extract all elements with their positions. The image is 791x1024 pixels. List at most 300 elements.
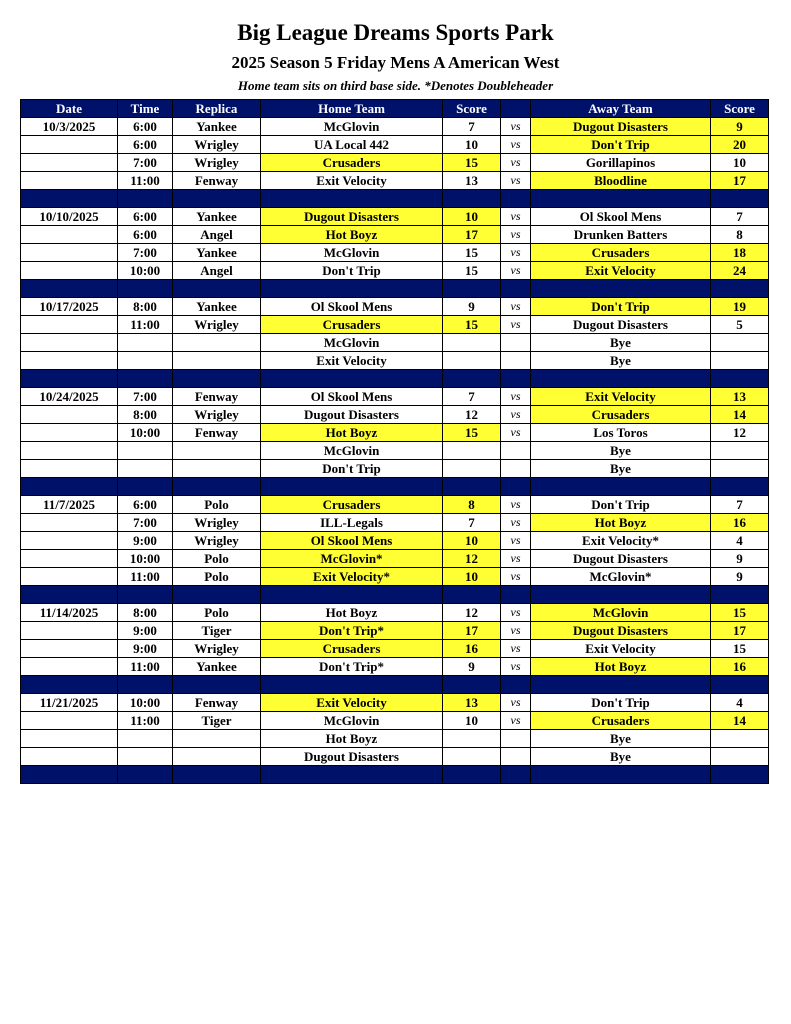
week-date: 10/24/2025 — [21, 388, 118, 406]
vs-label: vs — [501, 388, 531, 406]
game-time: 6:00 — [118, 118, 173, 136]
separator-cell — [261, 586, 443, 604]
home-score: 15 — [443, 316, 501, 334]
separator-cell — [501, 586, 531, 604]
col-header-time: Time — [118, 100, 173, 118]
separator-cell — [21, 190, 118, 208]
home-team: Hot Boyz — [261, 424, 443, 442]
table-row — [21, 424, 769, 442]
game-time: 6:00 — [118, 226, 173, 244]
vs-label — [501, 352, 531, 370]
table-row — [21, 154, 769, 172]
away-team: Gorillapinos — [531, 154, 711, 172]
game-field: Yankee — [173, 118, 261, 136]
week-date: 10/3/2025 — [21, 118, 118, 136]
separator-cell — [261, 478, 443, 496]
away-score: 17 — [711, 622, 769, 640]
separator-cell — [173, 478, 261, 496]
away-score: 24 — [711, 262, 769, 280]
separator-cell — [443, 478, 501, 496]
date-cell-empty — [21, 154, 118, 172]
home-score: 17 — [443, 622, 501, 640]
date-cell-empty — [21, 658, 118, 676]
game-time: 9:00 — [118, 640, 173, 658]
away-score: 7 — [711, 496, 769, 514]
away-team: Bye — [531, 352, 711, 370]
home-score: 12 — [443, 406, 501, 424]
separator-cell — [261, 766, 443, 784]
home-score — [443, 352, 501, 370]
away-team: Don't Trip — [531, 136, 711, 154]
home-team: McGlovin — [261, 442, 443, 460]
date-cell-empty — [21, 226, 118, 244]
vs-label: vs — [501, 226, 531, 244]
game-field: Yankee — [173, 208, 261, 226]
vs-label — [501, 334, 531, 352]
vs-label: vs — [501, 208, 531, 226]
separator-cell — [21, 370, 118, 388]
game-field — [173, 730, 261, 748]
separator-cell — [118, 478, 173, 496]
table-row — [21, 208, 769, 226]
week-date: 10/17/2025 — [21, 298, 118, 316]
separator-cell — [21, 676, 118, 694]
game-time — [118, 334, 173, 352]
away-team: McGlovin* — [531, 568, 711, 586]
table-row — [21, 334, 769, 352]
away-score: 4 — [711, 532, 769, 550]
vs-label: vs — [501, 424, 531, 442]
schedule-body — [21, 118, 769, 784]
vs-label: vs — [501, 550, 531, 568]
away-score: 14 — [711, 712, 769, 730]
separator-cell — [531, 370, 711, 388]
away-score: 12 — [711, 424, 769, 442]
game-field: Polo — [173, 496, 261, 514]
separator-cell — [173, 766, 261, 784]
separator-cell — [711, 370, 769, 388]
separator-cell — [261, 676, 443, 694]
away-score: 16 — [711, 514, 769, 532]
vs-label: vs — [501, 136, 531, 154]
schedule-table — [20, 99, 769, 784]
separator-cell — [21, 478, 118, 496]
table-row — [21, 352, 769, 370]
date-cell-empty — [21, 748, 118, 766]
col-header-home-score: Score — [443, 100, 501, 118]
home-team: McGlovin — [261, 712, 443, 730]
away-team: Hot Boyz — [531, 658, 711, 676]
home-team: McGlovin — [261, 118, 443, 136]
game-time: 11:00 — [118, 172, 173, 190]
vs-label: vs — [501, 532, 531, 550]
game-time: 9:00 — [118, 622, 173, 640]
date-cell-empty — [21, 532, 118, 550]
vs-label: vs — [501, 172, 531, 190]
game-field: Yankee — [173, 298, 261, 316]
separator-cell — [711, 478, 769, 496]
vs-label — [501, 460, 531, 478]
away-score: 4 — [711, 694, 769, 712]
vs-label: vs — [501, 154, 531, 172]
game-time — [118, 730, 173, 748]
week-separator — [21, 478, 769, 496]
away-score: 5 — [711, 316, 769, 334]
week-separator — [21, 370, 769, 388]
table-row — [21, 496, 769, 514]
date-cell-empty — [21, 730, 118, 748]
game-time: 11:00 — [118, 316, 173, 334]
page-title: Big League Dreams Sports Park — [237, 20, 554, 45]
col-header-away-score: Score — [711, 100, 769, 118]
home-score: 9 — [443, 658, 501, 676]
week-separator — [21, 190, 769, 208]
home-score: 7 — [443, 514, 501, 532]
table-row — [21, 568, 769, 586]
week-date: 11/14/2025 — [21, 604, 118, 622]
separator-cell — [531, 478, 711, 496]
separator-cell — [531, 766, 711, 784]
separator-cell — [261, 370, 443, 388]
separator-cell — [501, 370, 531, 388]
game-field — [173, 460, 261, 478]
game-time: 10:00 — [118, 550, 173, 568]
separator-cell — [118, 190, 173, 208]
vs-label: vs — [501, 514, 531, 532]
separator-cell — [711, 766, 769, 784]
week-date: 10/10/2025 — [21, 208, 118, 226]
home-score: 17 — [443, 226, 501, 244]
vs-label: vs — [501, 244, 531, 262]
away-team: Exit Velocity — [531, 262, 711, 280]
game-time: 7:00 — [118, 244, 173, 262]
vs-label — [501, 442, 531, 460]
away-score: 10 — [711, 154, 769, 172]
game-field: Angel — [173, 226, 261, 244]
home-score: 10 — [443, 568, 501, 586]
home-team: Dugout Disasters — [261, 406, 443, 424]
home-team: Crusaders — [261, 316, 443, 334]
game-field: Fenway — [173, 172, 261, 190]
separator-cell — [531, 280, 711, 298]
home-score: 8 — [443, 496, 501, 514]
home-score: 15 — [443, 262, 501, 280]
vs-label: vs — [501, 298, 531, 316]
game-time: 8:00 — [118, 406, 173, 424]
game-time: 8:00 — [118, 298, 173, 316]
home-team: Don't Trip* — [261, 658, 443, 676]
date-cell-empty — [21, 316, 118, 334]
date-cell-empty — [21, 514, 118, 532]
col-header-date: Date — [21, 100, 118, 118]
separator-cell — [21, 586, 118, 604]
home-team: Ol Skool Mens — [261, 532, 443, 550]
col-header-away-team: Away Team — [531, 100, 711, 118]
home-score: 9 — [443, 298, 501, 316]
table-row — [21, 604, 769, 622]
separator-cell — [118, 370, 173, 388]
home-team: ILL-Legals — [261, 514, 443, 532]
away-team: Dugout Disasters — [531, 118, 711, 136]
home-score — [443, 442, 501, 460]
game-time: 10:00 — [118, 694, 173, 712]
away-team: McGlovin — [531, 604, 711, 622]
home-team: McGlovin — [261, 244, 443, 262]
away-score: 18 — [711, 244, 769, 262]
vs-label: vs — [501, 658, 531, 676]
separator-cell — [443, 676, 501, 694]
game-time: 8:00 — [118, 604, 173, 622]
table-row — [21, 712, 769, 730]
vs-label: vs — [501, 496, 531, 514]
separator-cell — [531, 676, 711, 694]
home-score: 15 — [443, 424, 501, 442]
vs-label: vs — [501, 622, 531, 640]
home-score: 10 — [443, 136, 501, 154]
away-team: Don't Trip — [531, 496, 711, 514]
table-row — [21, 226, 769, 244]
game-field — [173, 334, 261, 352]
separator-cell — [118, 676, 173, 694]
game-time — [118, 460, 173, 478]
table-row — [21, 388, 769, 406]
game-time: 11:00 — [118, 712, 173, 730]
date-cell-empty — [21, 244, 118, 262]
date-cell-empty — [21, 640, 118, 658]
away-score — [711, 748, 769, 766]
table-header-row — [21, 100, 769, 118]
separator-cell — [711, 190, 769, 208]
away-score — [711, 730, 769, 748]
away-score — [711, 460, 769, 478]
home-team: McGlovin* — [261, 550, 443, 568]
home-team: Crusaders — [261, 640, 443, 658]
week-separator — [21, 280, 769, 298]
game-field: Wrigley — [173, 406, 261, 424]
away-team: Crusaders — [531, 406, 711, 424]
home-team: Exit Velocity — [261, 172, 443, 190]
home-score: 10 — [443, 532, 501, 550]
game-time: 11:00 — [118, 658, 173, 676]
vs-label: vs — [501, 406, 531, 424]
away-score: 16 — [711, 658, 769, 676]
date-cell-empty — [21, 352, 118, 370]
game-field: Fenway — [173, 424, 261, 442]
game-time: 10:00 — [118, 424, 173, 442]
separator-cell — [118, 766, 173, 784]
away-team: Don't Trip — [531, 298, 711, 316]
table-row — [21, 118, 769, 136]
date-cell-empty — [21, 136, 118, 154]
game-time: 6:00 — [118, 208, 173, 226]
away-team: Bye — [531, 442, 711, 460]
away-score: 19 — [711, 298, 769, 316]
home-score: 15 — [443, 244, 501, 262]
away-score: 9 — [711, 568, 769, 586]
separator-cell — [443, 280, 501, 298]
date-cell-empty — [21, 460, 118, 478]
table-row — [21, 532, 769, 550]
away-team: Bye — [531, 748, 711, 766]
table-row — [21, 640, 769, 658]
separator-cell — [261, 190, 443, 208]
home-team: Crusaders — [261, 154, 443, 172]
away-score: 14 — [711, 406, 769, 424]
date-cell-empty — [21, 568, 118, 586]
away-score: 9 — [711, 550, 769, 568]
game-field: Angel — [173, 262, 261, 280]
table-row — [21, 658, 769, 676]
game-field: Tiger — [173, 622, 261, 640]
separator-cell — [21, 280, 118, 298]
separator-cell — [711, 676, 769, 694]
separator-cell — [501, 280, 531, 298]
away-score: 15 — [711, 604, 769, 622]
away-score: 17 — [711, 172, 769, 190]
home-team: Exit Velocity — [261, 352, 443, 370]
date-cell-empty — [21, 262, 118, 280]
vs-label: vs — [501, 316, 531, 334]
away-score: 20 — [711, 136, 769, 154]
game-field: Wrigley — [173, 532, 261, 550]
date-cell-empty — [21, 406, 118, 424]
separator-cell — [711, 280, 769, 298]
away-team: Los Toros — [531, 424, 711, 442]
away-team: Dugout Disasters — [531, 550, 711, 568]
vs-label: vs — [501, 604, 531, 622]
home-team: Don't Trip — [261, 262, 443, 280]
table-row — [21, 550, 769, 568]
separator-cell — [118, 586, 173, 604]
home-team: UA Local 442 — [261, 136, 443, 154]
week-date: 11/21/2025 — [21, 694, 118, 712]
page-subtitle: 2025 Season 5 Friday Mens A American West — [231, 53, 560, 72]
away-score: 7 — [711, 208, 769, 226]
game-field: Wrigley — [173, 640, 261, 658]
date-cell-empty — [21, 172, 118, 190]
game-field: Yankee — [173, 658, 261, 676]
home-team: Exit Velocity* — [261, 568, 443, 586]
separator-cell — [711, 586, 769, 604]
week-separator — [21, 676, 769, 694]
game-time: 6:00 — [118, 496, 173, 514]
game-field: Yankee — [173, 244, 261, 262]
home-score — [443, 748, 501, 766]
home-team: Don't Trip* — [261, 622, 443, 640]
separator-cell — [173, 190, 261, 208]
game-time: 6:00 — [118, 136, 173, 154]
away-team: Crusaders — [531, 244, 711, 262]
home-score — [443, 730, 501, 748]
separator-cell — [173, 676, 261, 694]
table-row — [21, 514, 769, 532]
table-row — [21, 622, 769, 640]
table-row — [21, 460, 769, 478]
home-team: Exit Velocity — [261, 694, 443, 712]
home-team: McGlovin — [261, 334, 443, 352]
away-team: Dugout Disasters — [531, 622, 711, 640]
vs-label — [501, 748, 531, 766]
game-field: Wrigley — [173, 154, 261, 172]
home-score: 13 — [443, 694, 501, 712]
away-team: Drunken Batters — [531, 226, 711, 244]
game-field: Fenway — [173, 694, 261, 712]
vs-label: vs — [501, 694, 531, 712]
game-field: Wrigley — [173, 514, 261, 532]
week-date: 11/7/2025 — [21, 496, 118, 514]
table-row — [21, 442, 769, 460]
game-field — [173, 442, 261, 460]
game-field: Polo — [173, 550, 261, 568]
home-score: 10 — [443, 208, 501, 226]
game-time: 7:00 — [118, 154, 173, 172]
separator-cell — [531, 190, 711, 208]
home-score: 12 — [443, 604, 501, 622]
away-score: 8 — [711, 226, 769, 244]
vs-label: vs — [501, 262, 531, 280]
game-field — [173, 352, 261, 370]
away-score: 9 — [711, 118, 769, 136]
week-separator — [21, 586, 769, 604]
date-cell-empty — [21, 622, 118, 640]
game-time: 11:00 — [118, 568, 173, 586]
separator-cell — [443, 766, 501, 784]
game-time: 7:00 — [118, 514, 173, 532]
home-score — [443, 460, 501, 478]
table-row — [21, 406, 769, 424]
date-cell-empty — [21, 334, 118, 352]
game-time — [118, 442, 173, 460]
separator-cell — [173, 586, 261, 604]
col-header-vs — [501, 100, 531, 118]
table-row — [21, 262, 769, 280]
away-team: Bloodline — [531, 172, 711, 190]
away-team: Crusaders — [531, 712, 711, 730]
table-row — [21, 730, 769, 748]
away-score: 15 — [711, 640, 769, 658]
separator-cell — [173, 370, 261, 388]
home-team: Dugout Disasters — [261, 208, 443, 226]
table-row — [21, 136, 769, 154]
home-score: 15 — [443, 154, 501, 172]
home-team: Ol Skool Mens — [261, 388, 443, 406]
separator-cell — [118, 280, 173, 298]
away-team: Exit Velocity — [531, 388, 711, 406]
separator-cell — [261, 280, 443, 298]
home-team: Don't Trip — [261, 460, 443, 478]
separator-cell — [21, 766, 118, 784]
away-team: Ol Skool Mens — [531, 208, 711, 226]
date-cell-empty — [21, 424, 118, 442]
vs-label — [501, 730, 531, 748]
col-header-replica: Replica — [173, 100, 261, 118]
away-team: Bye — [531, 730, 711, 748]
away-team: Hot Boyz — [531, 514, 711, 532]
home-team: Hot Boyz — [261, 226, 443, 244]
separator-cell — [501, 676, 531, 694]
game-time: 7:00 — [118, 388, 173, 406]
home-score — [443, 334, 501, 352]
col-header-home-team: Home Team — [261, 100, 443, 118]
separator-cell — [501, 190, 531, 208]
home-team: Ol Skool Mens — [261, 298, 443, 316]
table-row — [21, 298, 769, 316]
game-time — [118, 352, 173, 370]
week-separator — [21, 766, 769, 784]
game-field: Polo — [173, 568, 261, 586]
separator-cell — [501, 766, 531, 784]
game-field: Wrigley — [173, 316, 261, 334]
